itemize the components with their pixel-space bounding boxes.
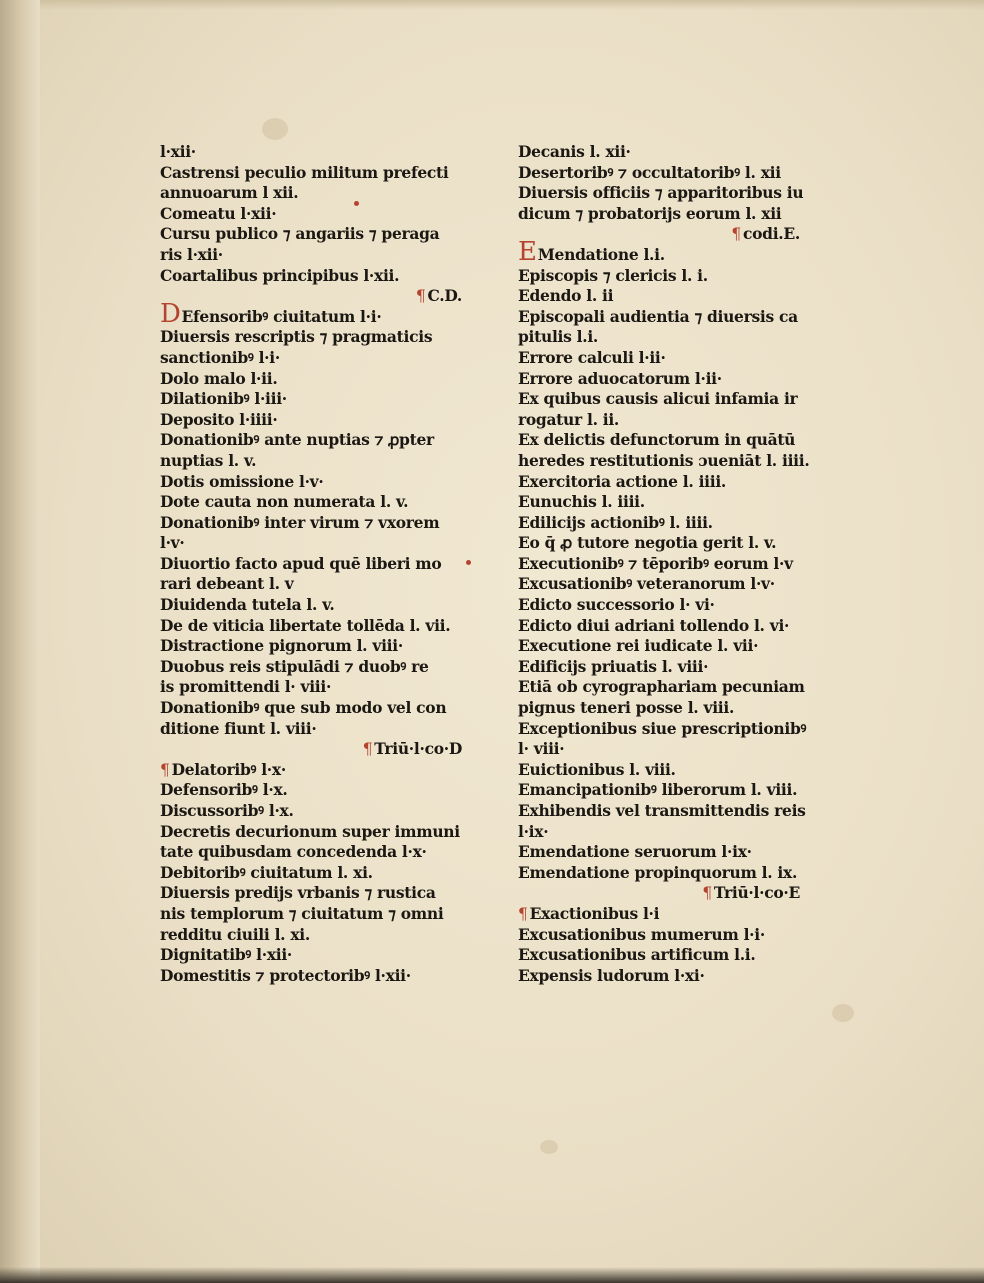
section-heading <box>518 883 818 904</box>
index-entry <box>518 595 818 616</box>
index-entry <box>160 513 480 534</box>
index-entry <box>160 492 480 513</box>
entry-text: pignus teneri posse l. viii. <box>518 698 735 718</box>
index-entry <box>518 204 818 225</box>
index-entry <box>160 369 480 390</box>
index-entry <box>160 966 480 987</box>
entry-text: Euictionibus l. viii. <box>518 759 676 779</box>
entry-text: Cursu publico ⁊ angariis ⁊ peraga <box>160 224 440 244</box>
entry-text: Diuersis rescriptis ⁊ pragmaticis <box>160 327 433 347</box>
entry-text: Ex delictis defunctorum in quātū <box>518 430 796 450</box>
entry-text: annuoarum l xii. <box>160 183 299 203</box>
entry-text: nuptias l. v. <box>160 450 257 470</box>
index-entry <box>160 163 480 184</box>
entry-text: Emendatione seruorum l·ix· <box>518 842 752 862</box>
entry-text: Executione rei iudicate l. vii· <box>518 636 759 656</box>
paper-stain <box>540 1140 558 1154</box>
pilcrow-icon: ¶ <box>362 740 373 759</box>
index-entry <box>160 636 480 657</box>
index-entry <box>518 636 818 657</box>
index-entry <box>160 142 480 163</box>
entry-text: dicum ⁊ probatorijs eorum l. xii <box>518 203 782 223</box>
entry-text: Edicto successorio l· vi· <box>518 595 715 615</box>
section-heading <box>160 739 480 760</box>
index-entry <box>160 574 480 595</box>
index-entry <box>518 925 818 946</box>
index-entry <box>518 657 818 678</box>
entry-text: Duobus reis stipulādi ⁊ duobꝰ re <box>160 656 429 676</box>
index-entry <box>518 863 818 884</box>
index-entry <box>160 780 480 801</box>
entry-text: sanctionibꝰ l·i· <box>160 347 280 367</box>
right-column <box>518 142 818 986</box>
rubric-initial: E <box>518 236 537 267</box>
entry-text: Diuersis predijs vrbanis ⁊ rustica <box>160 883 436 903</box>
index-entry <box>518 719 818 740</box>
entry-text: Edicto diui adriani tollendo l. vi· <box>518 615 790 635</box>
entry-text: Ex quibus causis alicui infamia ir <box>518 389 798 409</box>
entry-text: Domestitis ⁊ protectoribꝰ l·xii· <box>160 965 411 985</box>
index-entry <box>518 389 818 410</box>
entry-text: Executionibꝰ ⁊ tēporibꝰ eorum l·v <box>518 553 793 573</box>
entry-text: De de viticia libertate tollēda l. vii. <box>160 615 451 635</box>
entry-text: Donationibꝰ ante nuptias ⁊ ꝓpter <box>160 430 434 450</box>
index-entry <box>518 369 818 390</box>
index-entry <box>160 245 480 266</box>
entry-text: Edilicijs actionibꝰ l. iiii. <box>518 512 713 532</box>
entry-text: Deposito l·iiii· <box>160 409 278 429</box>
index-entry <box>160 698 480 719</box>
entry-text: Desertoribꝰ ⁊ occultatoribꝰ l. xii <box>518 162 781 182</box>
index-entry <box>518 554 818 575</box>
entry-text: ditione fiunt l. viii· <box>160 718 317 738</box>
pilcrow-icon: ¶ <box>702 884 712 903</box>
pilcrow-icon: ¶ <box>518 904 528 923</box>
pilcrow-icon: ¶ <box>160 760 170 779</box>
entry-text: Decretis decurionum super immuni <box>160 821 460 841</box>
index-entry <box>160 822 480 843</box>
index-entry <box>160 945 480 966</box>
index-entry <box>160 204 480 225</box>
entry-text: Diuortio facto apud quē liberi mo <box>160 553 442 573</box>
entry-text: Excusationibus mumerum l·i· <box>518 924 765 944</box>
entry-text: Emancipationibꝰ liberorum l. viii. <box>518 780 798 800</box>
entry-text: Dignitatibꝰ l·xii· <box>160 945 293 965</box>
pilcrow-icon: ¶ <box>731 225 741 244</box>
index-entry <box>160 266 480 287</box>
entry-text: Exhibendis vel transmittendis reis <box>518 801 806 820</box>
entry-text: Dolo malo l·ii. <box>160 368 278 388</box>
index-entry <box>160 451 480 472</box>
index-entry <box>160 842 480 863</box>
page-bottom-edge <box>0 1267 984 1283</box>
index-entry <box>160 472 480 493</box>
entry-text: Etiā ob cyrographariam pecuniam <box>518 677 805 697</box>
index-entry <box>160 430 480 451</box>
entry-text: l·v· <box>160 533 185 553</box>
entry-text: Episcopali audientia ⁊ diuersis ca <box>518 306 798 326</box>
index-entry <box>518 801 818 822</box>
entry-text: Distractione pignorum l. viii· <box>160 636 403 656</box>
index-entry <box>518 513 818 534</box>
entry-text: Castrensi peculio militum prefecti <box>160 162 449 182</box>
entry-text: pitulis l.i. <box>518 327 599 347</box>
entry-text: Excusationibus artificum l.i. <box>518 945 756 965</box>
entry-text: is promittendi l· viii· <box>160 677 332 697</box>
index-entry <box>518 410 818 431</box>
index-entry <box>518 822 818 843</box>
entry-text: Diuidenda tutela l. v. <box>160 595 335 615</box>
entry-text: rari debeant l. v <box>160 574 294 594</box>
index-entry <box>160 389 480 410</box>
entry-text: Delatoribꝰ l·x· <box>171 759 286 779</box>
index-entry <box>518 677 818 698</box>
entry-text: Edendo l. ii <box>518 286 614 306</box>
index-entry <box>160 883 480 904</box>
entry-text: Episcopis ⁊ clericis l. i. <box>518 265 708 285</box>
paper-stain <box>832 1004 854 1022</box>
entry-text: Emendatione propinquorum l. ix. <box>518 862 798 882</box>
index-entry <box>160 719 480 740</box>
section-heading <box>518 224 818 245</box>
entry-text: Diuersis officiis ⁊ apparitoribus iu <box>518 183 804 203</box>
rubric-initial: D <box>160 298 181 329</box>
index-entry <box>160 801 480 822</box>
entry-text: Coartalibus principibus l·xii. <box>160 265 400 285</box>
pilcrow-icon: ¶ <box>415 287 426 306</box>
index-entry <box>518 236 818 267</box>
section-heading <box>160 286 480 307</box>
left-column <box>160 142 480 986</box>
entry-text: Defensoribꝰ l·x. <box>160 780 288 800</box>
paper-stain <box>262 118 288 140</box>
entry-text: l·xii· <box>160 142 196 161</box>
entry-text: Efensoribꝰ ciuitatum l·i· <box>181 306 382 326</box>
entry-text: Debitoribꝰ ciuitatum l. xi. <box>160 862 373 882</box>
index-entry <box>160 327 480 348</box>
entry-text: Exercitoria actione l. iiii. <box>518 471 727 491</box>
index-entry <box>518 760 818 781</box>
entry-text: Discussoribꝰ l·x. <box>160 801 294 820</box>
index-entry <box>160 616 480 637</box>
index-entry <box>518 780 818 801</box>
entry-text: Excusationibꝰ veteranorum l·v· <box>518 574 775 594</box>
index-entry <box>518 698 818 719</box>
index-entry <box>518 451 818 472</box>
entry-text: Exceptionibus siue prescriptionibꝰ <box>518 718 807 738</box>
entry-text: C.D. <box>427 286 462 306</box>
entry-text: Mendatione l.i. <box>537 244 665 264</box>
index-entry <box>518 966 818 987</box>
entry-text: codi.E. <box>742 224 800 244</box>
index-entry <box>518 904 818 925</box>
entry-text: Expensis ludorum l·xi· <box>518 965 705 985</box>
entry-text: Comeatu l·xii· <box>160 203 277 223</box>
index-entry <box>518 574 818 595</box>
index-entry <box>518 472 818 493</box>
entry-text: Edificijs priuatis l. viii· <box>518 656 709 676</box>
index-entry <box>518 492 818 513</box>
page-top-edge <box>40 0 984 10</box>
index-entry <box>160 298 480 329</box>
index-entry <box>518 183 818 204</box>
index-entry <box>518 327 818 348</box>
index-entry <box>160 904 480 925</box>
index-entry <box>160 183 480 204</box>
index-entry <box>518 842 818 863</box>
entry-text: tate quibusdam concedenda l·x· <box>160 842 427 862</box>
index-entry <box>160 533 480 554</box>
page-gutter <box>0 0 40 1283</box>
index-entry <box>160 554 480 575</box>
index-entry <box>518 348 818 369</box>
entry-text: ris l·xii· <box>160 244 223 264</box>
index-entry <box>160 224 480 245</box>
entry-text: Donationibꝰ que sub modo vel con <box>160 698 447 718</box>
entry-text: Errore calculi l·ii· <box>518 347 666 367</box>
index-entry <box>160 677 480 698</box>
index-entry <box>160 863 480 884</box>
index-entry <box>518 266 818 287</box>
entry-text: Dote cauta non numerata l. v. <box>160 492 409 512</box>
index-entry <box>160 657 480 678</box>
index-entry <box>518 163 818 184</box>
index-entry <box>160 595 480 616</box>
index-entry <box>160 925 480 946</box>
index-entry <box>160 760 480 781</box>
index-entry <box>518 739 818 760</box>
entry-text: Donationibꝰ inter virum ⁊ vxorem <box>160 512 440 532</box>
entry-text: Decanis l. xii· <box>518 142 631 161</box>
entry-text: redditu ciuili l. xi. <box>160 924 310 944</box>
entry-text: Triū·l·co·D <box>374 739 462 759</box>
index-entry <box>518 945 818 966</box>
entry-text: Dotis omissione l·v· <box>160 471 324 491</box>
entry-text: l·ix· <box>518 821 549 841</box>
entry-text: nis templorum ⁊ ciuitatum ⁊ omni <box>160 903 444 923</box>
entry-text: l· viii· <box>518 739 565 759</box>
entry-text: Eo q̄ ꝓ tutore negotia gerit l. v. <box>518 533 777 553</box>
index-entry <box>518 286 818 307</box>
entry-text: Exactionibus l·i <box>529 903 660 923</box>
index-entry <box>518 533 818 554</box>
index-entry <box>160 348 480 369</box>
entry-text: Triū·l·co·E <box>713 883 800 903</box>
index-entry <box>518 616 818 637</box>
index-entry <box>518 142 818 163</box>
entry-text: heredes restitutionis ɔueniāt l. iiii. <box>518 450 810 470</box>
entry-text: Dilationibꝰ l·iii· <box>160 389 287 409</box>
index-entry <box>518 430 818 451</box>
entry-text: Eunuchis l. iiii. <box>518 492 645 512</box>
entry-text: Errore aduocatorum l·ii· <box>518 368 722 388</box>
index-entry <box>518 307 818 328</box>
entry-text: rogatur l. ii. <box>518 409 620 429</box>
index-entry <box>160 410 480 431</box>
